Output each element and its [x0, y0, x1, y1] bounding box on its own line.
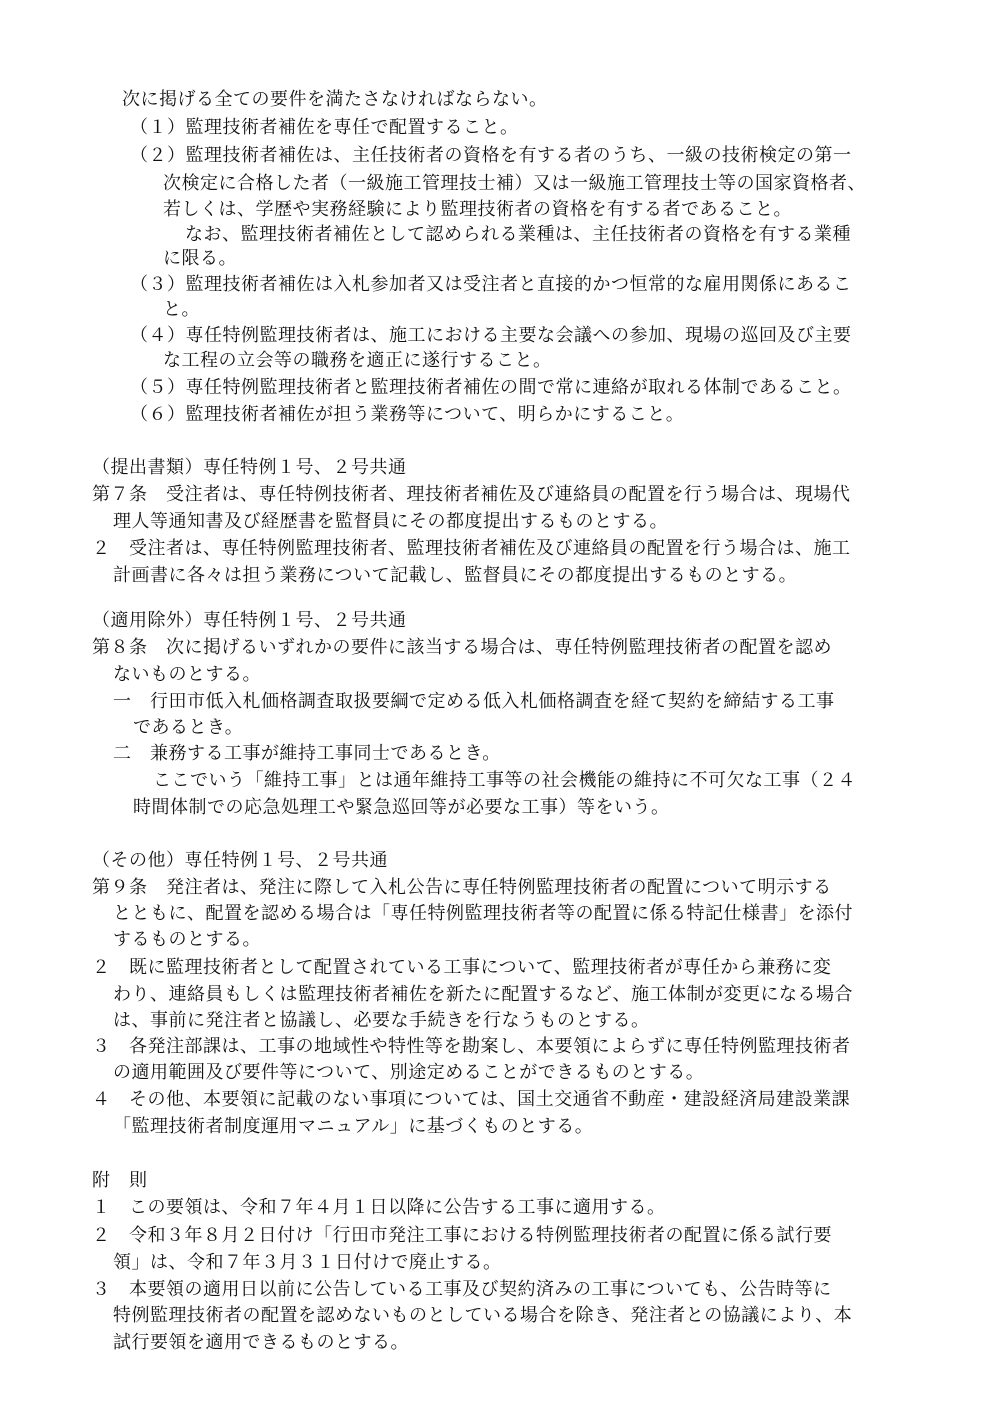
article-7-para-2: ２ 受注者は、専任特例監理技術者、監理技術者補佐及び連絡員の配置を行う場合は、施工 — [92, 538, 851, 559]
section-heading-other: （その他）専任特例１号、２号共通 — [92, 850, 388, 871]
item-2-cont: 若しくは、学歴や実務経験により監理技術者の資格を有する者であること。 — [163, 199, 792, 220]
section-heading-exclusion: （適用除外）専任特例１号、２号共通 — [92, 610, 407, 631]
supplementary-3-cont: 試行要領を適用できるものとする。 — [113, 1332, 409, 1353]
supplementary-heading: 附 則 — [92, 1170, 148, 1191]
article-8-item-1-cont: であるとき。 — [133, 717, 244, 738]
article-9-para-3: ３ 各発注部課は、工事の地域性や特性等を勘案し、本要領によらずに専任特例監理技術者 — [92, 1036, 851, 1057]
article-8: 第８条 次に掲げるいずれかの要件に該当する場合は、専任特例監理技術者の配置を認め — [92, 637, 832, 658]
item-2-note-cont: に限る。 — [163, 248, 237, 269]
supplementary-3: ３ 本要領の適用日以前に公告している工事及び契約済みの工事についても、公告時等に — [92, 1279, 832, 1300]
supplementary-3-cont: 特例監理技術者の配置を認めないものとしている場合を除き、発注者との協議により、本 — [113, 1305, 853, 1326]
item-5: （５）専任特例監理技術者と監理技術者補佐の間で常に連絡が取れる体制であること。 — [130, 377, 852, 398]
item-3-cont: と。 — [163, 299, 200, 320]
article-9: 第９条 発注者は、発注に際して入札公告に専任特例監理技術者の配置について明示する — [92, 877, 832, 898]
article-8-item-1: 一 行田市低入札価格調査取扱要綱で定める低入札価格調査を経て契約を締結する工事 — [113, 691, 835, 712]
article-8-item-2: 二 兼務する工事が維持工事同士であるとき。 — [113, 743, 501, 764]
item-2-cont: 次検定に合格した者（一級施工管理技士補）又は一級施工管理技士等の国家資格者、 — [163, 173, 866, 194]
article-7-para-2-cont: 計画書に各々は担う業務について記載し、監督員にその都度提出するものとする。 — [113, 565, 798, 586]
article-9-para-2-cont: は、事前に発注者と協議し、必要な手続きを行なうものとする。 — [113, 1010, 650, 1031]
article-7: 第７条 受注者は、専任特例技術者、理技術者補佐及び連絡員の配置を行う場合は、現場代 — [92, 484, 851, 505]
supplementary-2-cont: 領」は、令和７年３月３１日付けで廃止する。 — [113, 1252, 502, 1273]
item-4: （４）専任特例監理技術者は、施工における主要な会議への参加、現場の巡回及び主要 — [130, 325, 852, 346]
supplementary-2: ２ 令和３年８月２日付け「行田市発注工事における特例監理技術者の配置に係る試行要 — [92, 1225, 832, 1246]
section-heading-submission: （提出書類）専任特例１号、２号共通 — [92, 457, 407, 478]
article-9-para-4: ４ その他、本要領に記載のない事項については、国土交通省不動産・建設経済局建設業課 — [92, 1089, 851, 1110]
article-9-cont: するものとする。 — [113, 929, 261, 950]
supplementary-1: １ この要領は、令和７年４月１日以降に公告する工事に適用する。 — [92, 1197, 666, 1218]
article-9-cont: とともに、配置を認める場合は「専任特例監理技術者等の配置に係る特記仕様書」を添付 — [113, 903, 853, 924]
article-9-para-3-cont: の適用範囲及び要件等について、別途定めることができるものとする。 — [113, 1062, 705, 1083]
item-2: （２）監理技術者補佐は、主任技術者の資格を有する者のうち、一級の技術検定の第一 — [130, 145, 852, 166]
article-8-note-cont: 時間体制での応急処理工や緊急巡回等が必要な工事）等をいう。 — [133, 797, 670, 818]
item-4-cont: な工程の立会等の職務を適正に遂行すること。 — [163, 350, 552, 371]
intro-line: 次に掲げる全ての要件を満たさなければならない。 — [122, 89, 548, 110]
article-9-para-4-cont: 「監理技術者制度運用マニュアル」に基づくものとする。 — [113, 1116, 594, 1137]
article-9-para-2-cont: わり、連絡員もしくは監理技術者補佐を新たに配置するなど、施工体制が変更になる場合 — [113, 984, 853, 1005]
article-8-cont: ないものとする。 — [113, 664, 261, 685]
item-3: （３）監理技術者補佐は入札参加者又は受注者と直接的かつ恒常的な雇用関係にあるこ — [130, 274, 852, 295]
item-2-note: なお、監理技術者補佐として認められる業種は、主任技術者の資格を有する業種 — [185, 224, 851, 245]
item-1: （１）監理技術者補佐を専任で配置すること。 — [130, 117, 519, 138]
article-8-note: ここでいう「維持工事」とは通年維持工事等の社会機能の維持に不可欠な工事（２４ — [153, 770, 856, 791]
article-7-cont: 理人等通知書及び経歴書を監督員にその都度提出するものとする。 — [113, 511, 668, 532]
item-6: （６）監理技術者補佐が担う業務等について、明らかにすること。 — [130, 404, 685, 425]
article-9-para-2: ２ 既に監理技術者として配置されている工事について、監理技術者が専任から兼務に変 — [92, 957, 832, 978]
